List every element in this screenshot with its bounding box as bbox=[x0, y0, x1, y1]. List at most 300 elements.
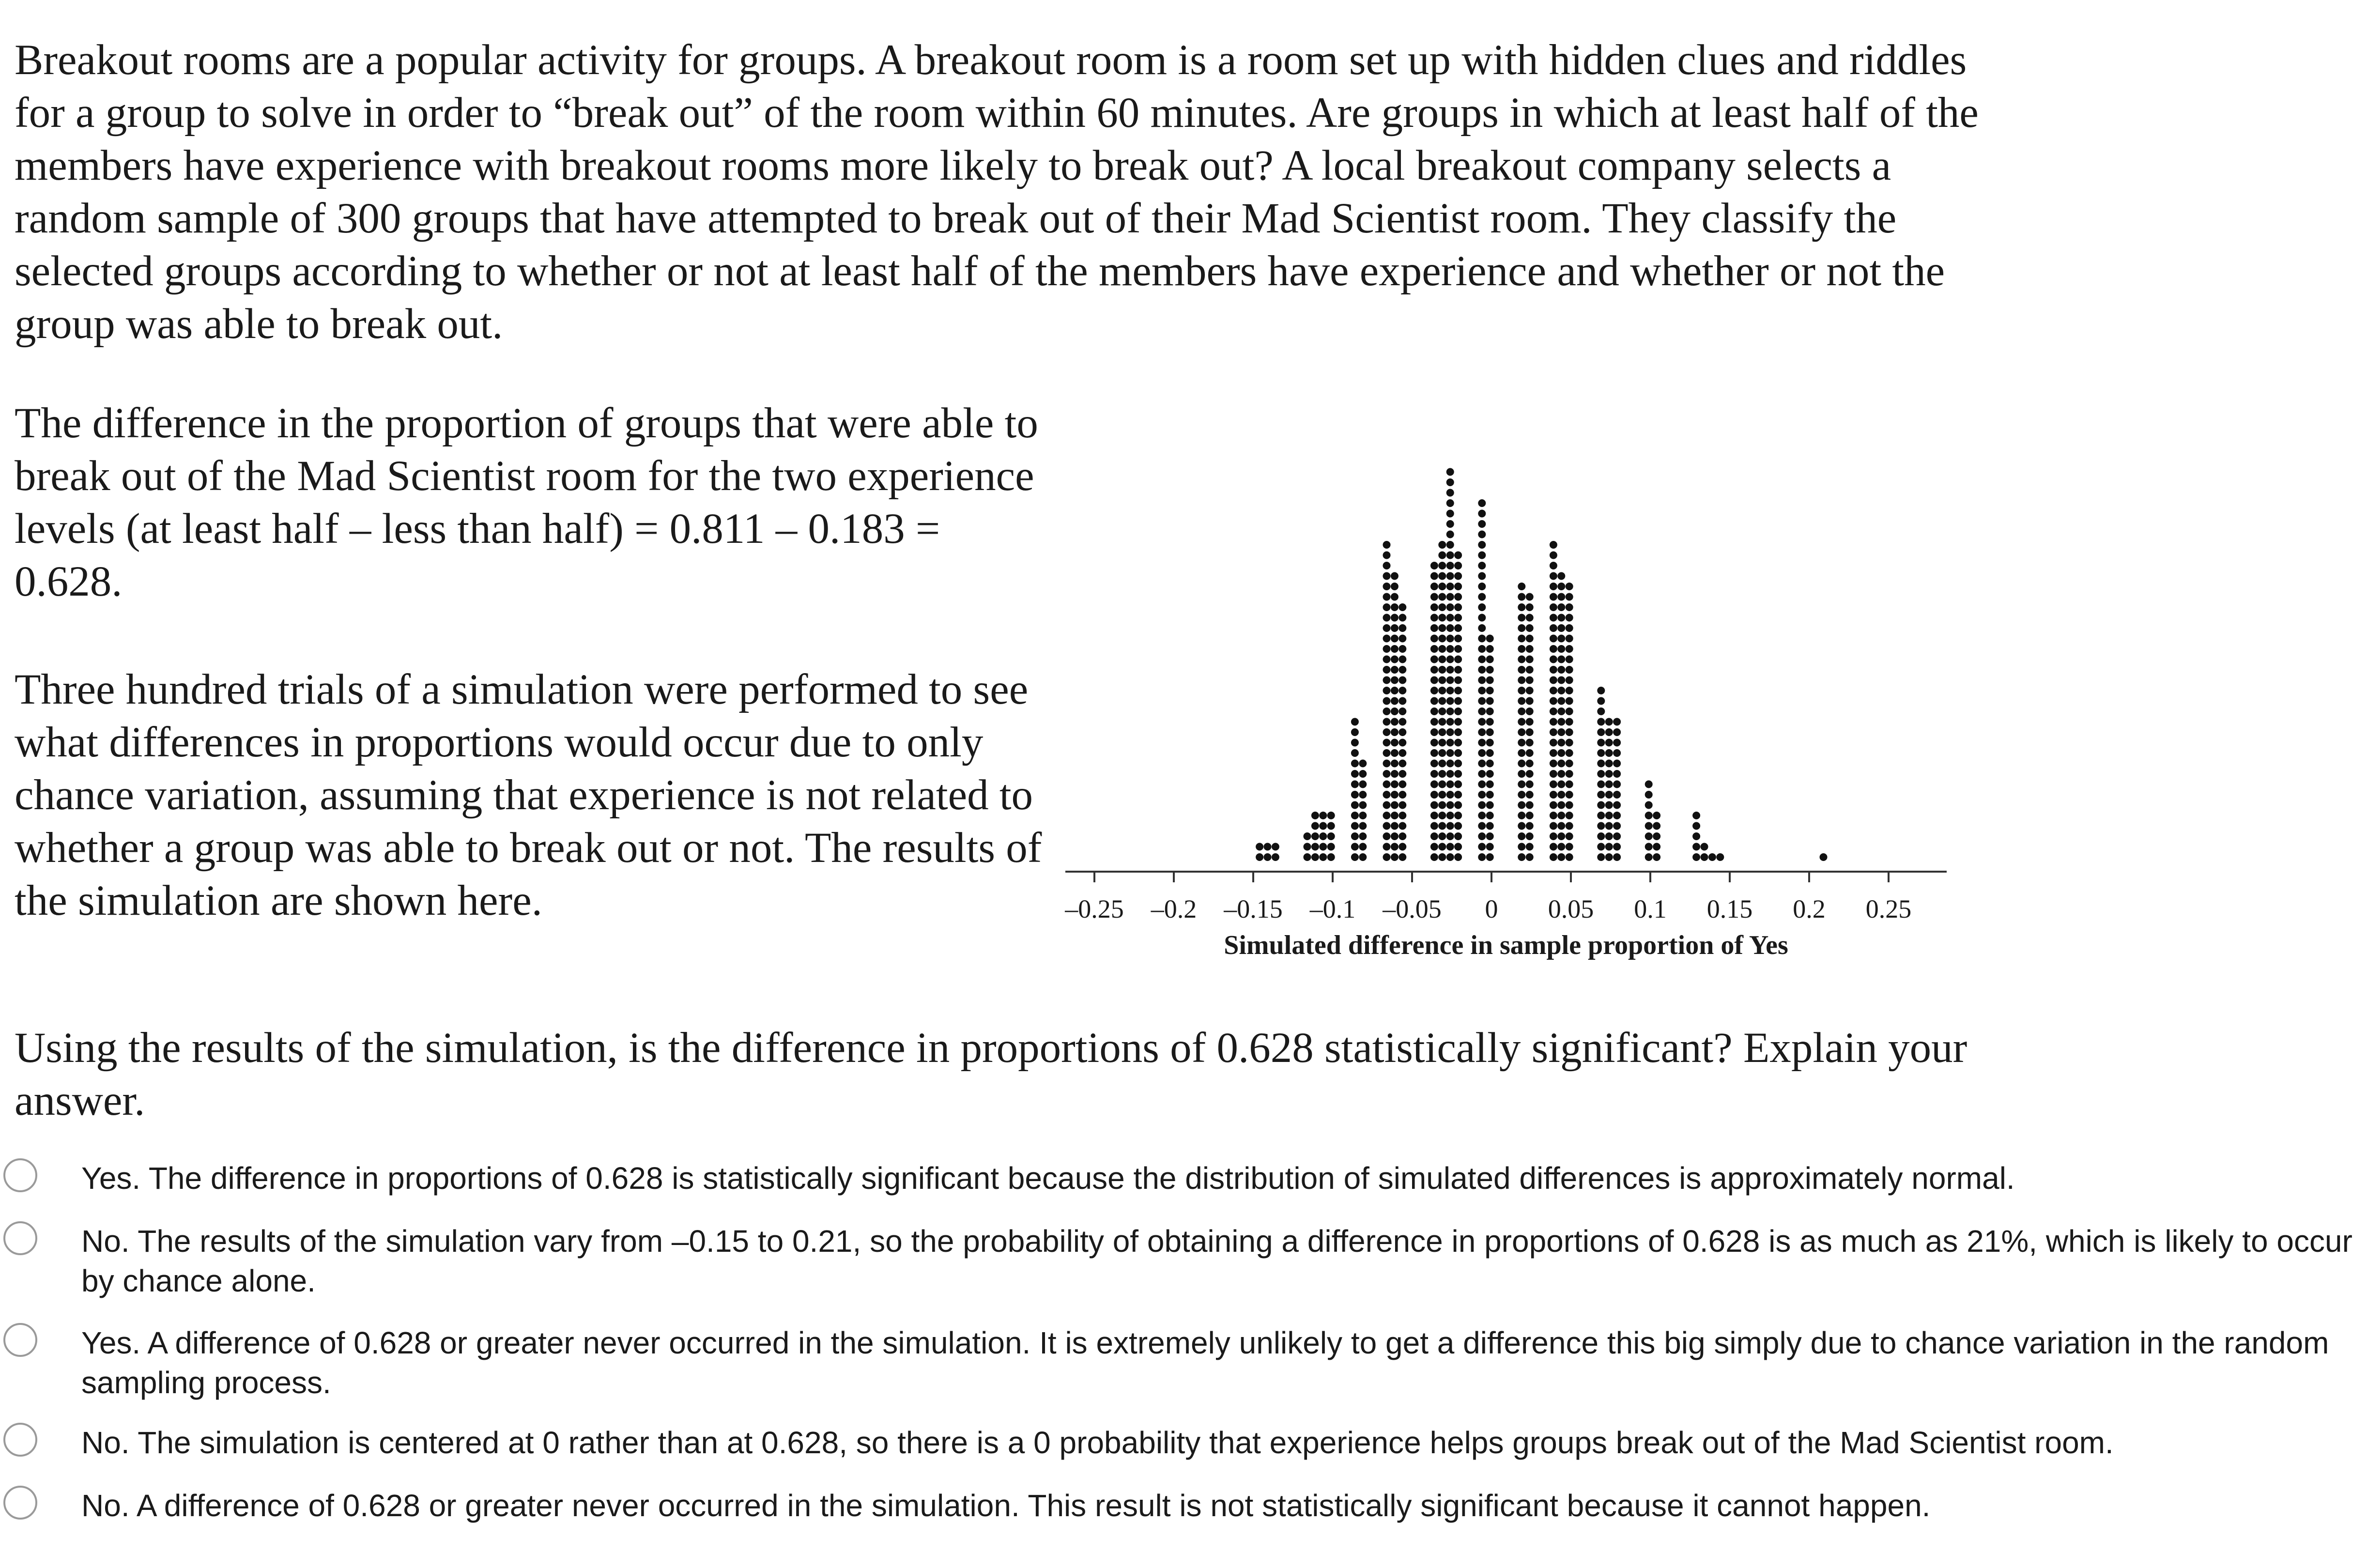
dot-21-12 bbox=[1557, 728, 1565, 736]
dot-16-18 bbox=[1478, 666, 1486, 674]
dot-13-8 bbox=[1438, 770, 1446, 778]
dot-16-10 bbox=[1478, 749, 1486, 757]
dot-17-18 bbox=[1486, 666, 1494, 674]
dot-4-1 bbox=[1311, 843, 1319, 851]
dot-11-15 bbox=[1399, 697, 1406, 705]
dot-14-2 bbox=[1446, 832, 1454, 840]
dot-12-6 bbox=[1430, 791, 1438, 799]
dot-13-14 bbox=[1438, 707, 1446, 715]
dot-17-16 bbox=[1486, 687, 1494, 694]
dot-25-4 bbox=[1613, 812, 1621, 819]
dot-17-0 bbox=[1486, 853, 1494, 861]
dot-15-15 bbox=[1454, 697, 1462, 705]
dot-20-14 bbox=[1550, 707, 1557, 715]
dot-20-4 bbox=[1550, 812, 1557, 819]
dot-18-7 bbox=[1518, 781, 1525, 788]
dot-19-13 bbox=[1526, 718, 1534, 726]
dot-18-16 bbox=[1518, 687, 1525, 694]
dot-8-6 bbox=[1359, 791, 1367, 799]
dot-15-10 bbox=[1454, 749, 1462, 757]
dot-5-1 bbox=[1319, 843, 1327, 851]
dot-9-19 bbox=[1383, 656, 1391, 663]
dot-13-2 bbox=[1438, 832, 1446, 840]
dot-10-25 bbox=[1391, 593, 1399, 601]
dot-7-4 bbox=[1351, 812, 1359, 819]
dot-plot bbox=[1056, 368, 1956, 978]
dot-15-1 bbox=[1454, 843, 1462, 851]
dot-9-27 bbox=[1383, 572, 1391, 580]
dot-26-4 bbox=[1645, 812, 1653, 819]
answer-option-2[interactable] bbox=[0, 1221, 2367, 1304]
dot-9-9 bbox=[1383, 760, 1391, 768]
dot-15-27 bbox=[1454, 572, 1462, 580]
dot-1-1 bbox=[1264, 843, 1272, 851]
dot-24-11 bbox=[1605, 739, 1613, 747]
dot-13-17 bbox=[1438, 676, 1446, 684]
dot-14-5 bbox=[1446, 801, 1454, 809]
dot-16-14 bbox=[1478, 707, 1486, 715]
dot-29-1 bbox=[1701, 843, 1708, 851]
dot-11-10 bbox=[1399, 749, 1406, 757]
dot-20-3 bbox=[1550, 822, 1557, 830]
dot-14-3 bbox=[1446, 822, 1454, 830]
answer-option-label-5: No. A difference of 0.628 or greater never occurred in the simulation. This result is not statistically significant because it cannot happen. bbox=[81, 1488, 1931, 1523]
dot-23-2 bbox=[1597, 832, 1605, 840]
dot-14-37 bbox=[1446, 468, 1454, 476]
dot-21-17 bbox=[1557, 676, 1565, 684]
dot-16-25 bbox=[1478, 593, 1486, 601]
dot-23-0 bbox=[1597, 853, 1605, 861]
dot-27-1 bbox=[1653, 843, 1660, 851]
x-tick-label-2: –0.15 bbox=[1224, 894, 1283, 923]
dot-12-10 bbox=[1430, 749, 1438, 757]
dot-12-3 bbox=[1430, 822, 1438, 830]
dot-21-27 bbox=[1557, 572, 1565, 580]
dot-20-12 bbox=[1550, 728, 1557, 736]
dot-13-24 bbox=[1438, 603, 1446, 611]
dot-11-5 bbox=[1399, 801, 1406, 809]
dot-12-17 bbox=[1430, 676, 1438, 684]
x-tick-label-3: –0.1 bbox=[1309, 894, 1356, 923]
dot-11-4 bbox=[1399, 812, 1406, 819]
dot-14-22 bbox=[1446, 624, 1454, 632]
dot-4-0 bbox=[1311, 853, 1319, 861]
dot-23-4 bbox=[1597, 812, 1605, 819]
x-tick-label-6: 0.05 bbox=[1548, 894, 1594, 923]
dot-3-1 bbox=[1304, 843, 1311, 851]
dot-14-34 bbox=[1446, 499, 1454, 507]
dot-11-7 bbox=[1399, 781, 1406, 788]
dot-16-6 bbox=[1478, 791, 1486, 799]
dot-21-10 bbox=[1557, 749, 1565, 757]
dot-20-27 bbox=[1550, 572, 1557, 580]
dot-21-13 bbox=[1557, 718, 1565, 726]
dot-9-22 bbox=[1383, 624, 1391, 632]
dot-20-30 bbox=[1550, 541, 1557, 549]
dot-13-22 bbox=[1438, 624, 1446, 632]
radio-button-4[interactable] bbox=[3, 1423, 37, 1457]
dot-18-15 bbox=[1518, 697, 1525, 705]
dot-22-22 bbox=[1566, 624, 1573, 632]
dot-20-18 bbox=[1550, 666, 1557, 674]
dot-17-12 bbox=[1486, 728, 1494, 736]
dot-10-20 bbox=[1391, 645, 1399, 653]
dot-23-15 bbox=[1597, 697, 1605, 705]
dot-14-31 bbox=[1446, 531, 1454, 538]
dot-19-19 bbox=[1526, 656, 1534, 663]
radio-button-5[interactable] bbox=[3, 1486, 37, 1520]
dot-21-8 bbox=[1557, 770, 1565, 778]
dot-12-23 bbox=[1430, 614, 1438, 622]
dot-18-12 bbox=[1518, 728, 1525, 736]
dot-21-24 bbox=[1557, 603, 1565, 611]
dot-22-10 bbox=[1566, 749, 1573, 757]
dot-17-2 bbox=[1486, 832, 1494, 840]
dot-22-25 bbox=[1566, 593, 1573, 601]
dot-7-10 bbox=[1351, 749, 1359, 757]
dot-12-26 bbox=[1430, 583, 1438, 590]
dot-16-30 bbox=[1478, 541, 1486, 549]
dot-21-25 bbox=[1557, 593, 1565, 601]
dot-17-6 bbox=[1486, 791, 1494, 799]
x-axis-ticks bbox=[1064, 872, 1911, 923]
dot-13-9 bbox=[1438, 760, 1446, 768]
dot-13-26 bbox=[1438, 583, 1446, 590]
dot-11-18 bbox=[1399, 666, 1406, 674]
dot-13-12 bbox=[1438, 728, 1446, 736]
dot-16-2 bbox=[1478, 832, 1486, 840]
dot-5-0 bbox=[1319, 853, 1327, 861]
dot-20-6 bbox=[1550, 791, 1557, 799]
dot-11-23 bbox=[1399, 614, 1406, 622]
dot-2-1 bbox=[1272, 843, 1279, 851]
dot-21-0 bbox=[1557, 853, 1565, 861]
dot-24-2 bbox=[1605, 832, 1613, 840]
dot-20-5 bbox=[1550, 801, 1557, 809]
dot-16-4 bbox=[1478, 812, 1486, 819]
dot-14-35 bbox=[1446, 489, 1454, 497]
dot-24-13 bbox=[1605, 718, 1613, 726]
dot-18-1 bbox=[1518, 843, 1525, 851]
dot-22-0 bbox=[1566, 853, 1573, 861]
dot-21-9 bbox=[1557, 760, 1565, 768]
dot-24-8 bbox=[1605, 770, 1613, 778]
radio-button-3[interactable] bbox=[3, 1323, 37, 1357]
dot-15-14 bbox=[1454, 707, 1462, 715]
dot-14-4 bbox=[1446, 812, 1454, 819]
dot-9-28 bbox=[1383, 562, 1391, 569]
dot-20-0 bbox=[1550, 853, 1557, 861]
dot-17-8 bbox=[1486, 770, 1494, 778]
dot-16-16 bbox=[1478, 687, 1486, 694]
dot-10-1 bbox=[1391, 843, 1399, 851]
dot-17-20 bbox=[1486, 645, 1494, 653]
dot-21-6 bbox=[1557, 791, 1565, 799]
dot-18-22 bbox=[1518, 624, 1525, 632]
dot-16-17 bbox=[1478, 676, 1486, 684]
dot-9-12 bbox=[1383, 728, 1391, 736]
dot-23-8 bbox=[1597, 770, 1605, 778]
dot-25-13 bbox=[1613, 718, 1621, 726]
dot-19-10 bbox=[1526, 749, 1534, 757]
dot-14-26 bbox=[1446, 583, 1454, 590]
dot-16-24 bbox=[1478, 603, 1486, 611]
dot-18-4 bbox=[1518, 812, 1525, 819]
dot-9-23 bbox=[1383, 614, 1391, 622]
dot-13-11 bbox=[1438, 739, 1446, 747]
dot-22-9 bbox=[1566, 760, 1573, 768]
dot-10-22 bbox=[1391, 624, 1399, 632]
dot-12-9 bbox=[1430, 760, 1438, 768]
dot-9-30 bbox=[1383, 541, 1391, 549]
dot-10-2 bbox=[1391, 832, 1399, 840]
dot-19-6 bbox=[1526, 791, 1534, 799]
dot-19-5 bbox=[1526, 801, 1534, 809]
dot-22-20 bbox=[1566, 645, 1573, 653]
dot-20-2 bbox=[1550, 832, 1557, 840]
dot-12-24 bbox=[1430, 603, 1438, 611]
dot-13-29 bbox=[1438, 552, 1446, 559]
dot-11-11 bbox=[1399, 739, 1406, 747]
dot-15-16 bbox=[1454, 687, 1462, 694]
dot-13-27 bbox=[1438, 572, 1446, 580]
dot-7-6 bbox=[1351, 791, 1359, 799]
dot-25-1 bbox=[1613, 843, 1621, 851]
difference-paragraph: The difference in the proportion of groups that were able to break out of the Mad Scientist room for the two experience levels (at least half – less than half) = 0.811 – 0.183 = 0.628. bbox=[15, 400, 1038, 605]
dot-18-19 bbox=[1518, 656, 1525, 663]
dot-26-5 bbox=[1645, 801, 1653, 809]
dot-15-19 bbox=[1454, 656, 1462, 663]
dot-5-4 bbox=[1319, 812, 1327, 819]
dot-9-18 bbox=[1383, 666, 1391, 674]
dot-24-0 bbox=[1605, 853, 1613, 861]
dot-16-21 bbox=[1478, 635, 1486, 643]
dot-10-17 bbox=[1391, 676, 1399, 684]
dot-14-18 bbox=[1446, 666, 1454, 674]
dot-24-1 bbox=[1605, 843, 1613, 851]
dot-14-7 bbox=[1446, 781, 1454, 788]
dot-22-13 bbox=[1566, 718, 1573, 726]
dot-14-0 bbox=[1446, 853, 1454, 861]
dot-26-0 bbox=[1645, 853, 1653, 861]
dot-10-7 bbox=[1391, 781, 1399, 788]
dot-28-4 bbox=[1692, 812, 1700, 819]
dot-7-3 bbox=[1351, 822, 1359, 830]
dot-0-0 bbox=[1256, 853, 1263, 861]
dot-21-23 bbox=[1557, 614, 1565, 622]
dot-0-1 bbox=[1256, 843, 1263, 851]
dot-3-2 bbox=[1304, 832, 1311, 840]
dot-22-4 bbox=[1566, 812, 1573, 819]
dot-20-1 bbox=[1550, 843, 1557, 851]
x-tick-label-8: 0.15 bbox=[1706, 894, 1753, 923]
dot-21-1 bbox=[1557, 843, 1565, 851]
dot-9-20 bbox=[1383, 645, 1391, 653]
dot-9-7 bbox=[1383, 781, 1391, 788]
dot-20-20 bbox=[1550, 645, 1557, 653]
dot-9-25 bbox=[1383, 593, 1391, 601]
dot-10-24 bbox=[1391, 603, 1399, 611]
dot-4-3 bbox=[1311, 822, 1319, 830]
dot-23-9 bbox=[1597, 760, 1605, 768]
dot-25-12 bbox=[1613, 728, 1621, 736]
dot-6-0 bbox=[1327, 853, 1335, 861]
dot-17-17 bbox=[1486, 676, 1494, 684]
dot-13-21 bbox=[1438, 635, 1446, 643]
radio-button-1[interactable] bbox=[3, 1158, 37, 1192]
answer-option-label-4: No. The simulation is centered at 0 rather than at 0.628, so there is a 0 probability that experience helps groups break out of the Mad Scientist room. bbox=[81, 1425, 2114, 1460]
dot-14-23 bbox=[1446, 614, 1454, 622]
dot-14-10 bbox=[1446, 749, 1454, 757]
dot-21-18 bbox=[1557, 666, 1565, 674]
dot-1-0 bbox=[1264, 853, 1272, 861]
dot-22-2 bbox=[1566, 832, 1573, 840]
dot-19-15 bbox=[1526, 697, 1534, 705]
dot-28-3 bbox=[1692, 822, 1700, 830]
dot-24-9 bbox=[1605, 760, 1613, 768]
dot-8-5 bbox=[1359, 801, 1367, 809]
dot-18-18 bbox=[1518, 666, 1525, 674]
dot-17-11 bbox=[1486, 739, 1494, 747]
dot-13-16 bbox=[1438, 687, 1446, 694]
dot-9-0 bbox=[1383, 853, 1391, 861]
radio-button-2[interactable] bbox=[3, 1221, 37, 1255]
dot-14-29 bbox=[1446, 552, 1454, 559]
dot-7-8 bbox=[1351, 770, 1359, 778]
dot-32-0 bbox=[1820, 853, 1828, 861]
dot-14-17 bbox=[1446, 676, 1454, 684]
dot-31-0 bbox=[1716, 853, 1724, 861]
dot-8-1 bbox=[1359, 843, 1367, 851]
dot-14-21 bbox=[1446, 635, 1454, 643]
dot-14-20 bbox=[1446, 645, 1454, 653]
dot-9-15 bbox=[1383, 697, 1391, 705]
dot-14-9 bbox=[1446, 760, 1454, 768]
dot-19-14 bbox=[1526, 707, 1534, 715]
dot-11-3 bbox=[1399, 822, 1406, 830]
dot-18-14 bbox=[1518, 707, 1525, 715]
dot-18-23 bbox=[1518, 614, 1525, 622]
x-tick-label-10: 0.25 bbox=[1865, 894, 1912, 923]
dot-14-11 bbox=[1446, 739, 1454, 747]
dot-13-20 bbox=[1438, 645, 1446, 653]
dot-14-25 bbox=[1446, 593, 1454, 601]
dot-15-24 bbox=[1454, 603, 1462, 611]
answer-option-5[interactable] bbox=[0, 1486, 2367, 1568]
dot-18-13 bbox=[1518, 718, 1525, 726]
dot-22-8 bbox=[1566, 770, 1573, 778]
dot-13-18 bbox=[1438, 666, 1446, 674]
dot-13-28 bbox=[1438, 562, 1446, 569]
dot-14-8 bbox=[1446, 770, 1454, 778]
dot-23-6 bbox=[1597, 791, 1605, 799]
dot-24-4 bbox=[1605, 812, 1613, 819]
dot-15-6 bbox=[1454, 791, 1462, 799]
dot-16-11 bbox=[1478, 739, 1486, 747]
dot-12-8 bbox=[1430, 770, 1438, 778]
dot-15-26 bbox=[1454, 583, 1462, 590]
dot-8-2 bbox=[1359, 832, 1367, 840]
dot-17-19 bbox=[1486, 656, 1494, 663]
dot-11-0 bbox=[1399, 853, 1406, 861]
dot-25-8 bbox=[1613, 770, 1621, 778]
dot-2-0 bbox=[1272, 853, 1279, 861]
dot-19-3 bbox=[1526, 822, 1534, 830]
dot-12-22 bbox=[1430, 624, 1438, 632]
dot-22-1 bbox=[1566, 843, 1573, 851]
dot-5-3 bbox=[1319, 822, 1327, 830]
dot-15-3 bbox=[1454, 822, 1462, 830]
dot-23-12 bbox=[1597, 728, 1605, 736]
dot-18-9 bbox=[1518, 760, 1525, 768]
dot-10-18 bbox=[1391, 666, 1399, 674]
dot-15-13 bbox=[1454, 718, 1462, 726]
dot-10-13 bbox=[1391, 718, 1399, 726]
dot-13-6 bbox=[1438, 791, 1446, 799]
dot-18-21 bbox=[1518, 635, 1525, 643]
dot-14-27 bbox=[1446, 572, 1454, 580]
dot-16-20 bbox=[1478, 645, 1486, 653]
dot-12-15 bbox=[1430, 697, 1438, 705]
dot-25-9 bbox=[1613, 760, 1621, 768]
dot-19-11 bbox=[1526, 739, 1534, 747]
dot-16-26 bbox=[1478, 583, 1486, 590]
dot-26-6 bbox=[1645, 791, 1653, 799]
dot-20-13 bbox=[1550, 718, 1557, 726]
dot-17-21 bbox=[1486, 635, 1494, 643]
dot-9-17 bbox=[1383, 676, 1391, 684]
dot-10-9 bbox=[1391, 760, 1399, 768]
dot-17-4 bbox=[1486, 812, 1494, 819]
dot-7-2 bbox=[1351, 832, 1359, 840]
dot-16-1 bbox=[1478, 843, 1486, 851]
dot-5-2 bbox=[1319, 832, 1327, 840]
dot-27-2 bbox=[1653, 832, 1660, 840]
dot-9-13 bbox=[1383, 718, 1391, 726]
dot-15-28 bbox=[1454, 562, 1462, 569]
dot-13-3 bbox=[1438, 822, 1446, 830]
dot-13-10 bbox=[1438, 749, 1446, 757]
dot-15-4 bbox=[1454, 812, 1462, 819]
dot-10-0 bbox=[1391, 853, 1399, 861]
dot-16-28 bbox=[1478, 562, 1486, 569]
answer-option-3[interactable] bbox=[0, 1323, 2367, 1405]
dot-22-15 bbox=[1566, 697, 1573, 705]
dot-20-29 bbox=[1550, 552, 1557, 559]
intro-paragraph: Breakout rooms are a popular activity for groups. A breakout room is a room set up with hidden clues and riddles for a group to solve in order to “break out” of the room within 60 minutes. Are groups in which at least half of the members have experience with breakout rooms more likely to break out? A local breakout company selects a random sample of 300 groups that have attempted to break out of their Mad Scientist room. They classify the selected groups according to whether or not at least half of the members have experience and whether or not the group was able to break out. bbox=[15, 36, 1979, 348]
dot-10-3 bbox=[1391, 822, 1399, 830]
x-tick-label-1: –0.2 bbox=[1151, 894, 1197, 923]
dot-16-15 bbox=[1478, 697, 1486, 705]
dot-8-8 bbox=[1359, 770, 1367, 778]
dot-10-26 bbox=[1391, 583, 1399, 590]
dot-14-13 bbox=[1446, 718, 1454, 726]
dot-6-2 bbox=[1327, 832, 1335, 840]
dot-12-12 bbox=[1430, 728, 1438, 736]
dot-11-21 bbox=[1399, 635, 1406, 643]
dot-7-7 bbox=[1351, 781, 1359, 788]
dot-12-21 bbox=[1430, 635, 1438, 643]
dot-16-13 bbox=[1478, 718, 1486, 726]
dot-17-13 bbox=[1486, 718, 1494, 726]
dot-10-19 bbox=[1391, 656, 1399, 663]
dot-10-12 bbox=[1391, 728, 1399, 736]
dot-18-10 bbox=[1518, 749, 1525, 757]
dot-4-2 bbox=[1311, 832, 1319, 840]
x-tick-label-0: –0.25 bbox=[1065, 894, 1124, 923]
x-tick-label-5: 0 bbox=[1485, 894, 1498, 923]
dot-4-4 bbox=[1311, 812, 1319, 819]
